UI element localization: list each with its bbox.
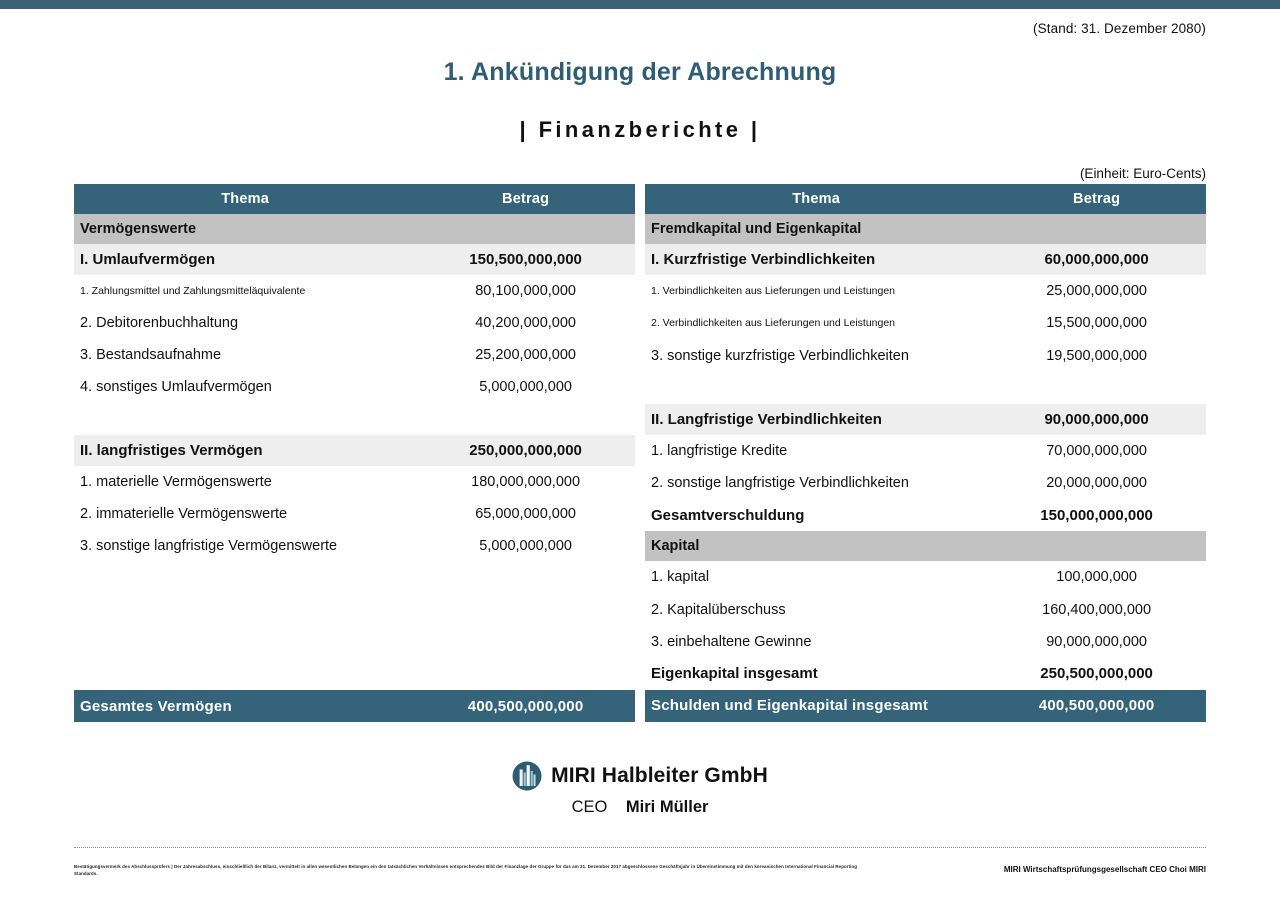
section-row (645, 531, 1206, 561)
assets-table-body (74, 214, 635, 722)
row-amount: 40,200,000,000 (416, 307, 635, 339)
table-row (74, 371, 635, 403)
row-amount (416, 658, 635, 690)
liabilities-equity-table (645, 184, 1206, 722)
row-amount: 400,500,000,000 (987, 690, 1206, 722)
grand-total-row (645, 690, 1206, 722)
row-amount: 5,000,000,000 (416, 371, 635, 403)
row-amount: 180,000,000,000 (416, 466, 635, 498)
grand-total-row (74, 690, 635, 722)
page-footer (74, 864, 1206, 877)
row-amount: 65,000,000,000 (416, 498, 635, 530)
row-label: 3. sonstige langfristige Vermögenswerte (74, 530, 416, 562)
row-amount: 80,100,000,000 (416, 275, 635, 307)
row-label: 3. Bestandsaufnahme (74, 339, 416, 371)
row-label: 3. einbehaltene Gewinne (645, 626, 987, 658)
row-amount: 150,500,000,000 (416, 244, 635, 275)
row-amount (416, 562, 635, 594)
table-row (74, 530, 635, 562)
section-row (74, 214, 635, 244)
row-label: 2. Debitorenbuchhaltung (74, 307, 416, 339)
row-amount: 60,000,000,000 (987, 244, 1206, 275)
row-label: Gesamtes Vermögen (74, 690, 416, 722)
section-row (645, 214, 1206, 244)
table-row (645, 561, 1206, 593)
row-amount: 20,000,000,000 (987, 467, 1206, 499)
row-label: Schulden und Eigenkapital insgesamt (645, 690, 987, 722)
table-row (645, 339, 1206, 371)
building-circle-icon (512, 761, 542, 791)
row-amount: 90,000,000,000 (987, 626, 1206, 658)
auditor-name: MIRI Wirtschaftsprüfungsgesellschaft CEO Choi MIRI (1003, 865, 1206, 874)
table-row (645, 593, 1206, 625)
audit-opinion-note: Bestätigungsvermerk des Abschlussprüfers | Der Jahresabschluss, einschließlich der Bilanz, vermittelt in allen wesentlichen Belangen ein den tatsächlichen Verhältnissen entsprechendes Bild der Finanzlage der Gruppe für das am 31. Dezember 2017 abgeschlossene Geschäftsjahr in Übereinstimmung mit den koreanischen International Financial Reporting Standards. (74, 864, 858, 876)
row-amount: 150,000,000,000 (987, 499, 1206, 531)
table-header-row (645, 184, 1206, 214)
row-label: 2. sonstige langfristige Verbindlichkeiten (645, 467, 987, 499)
row-label (74, 594, 416, 626)
table-row (645, 435, 1206, 467)
subtotal-row (645, 499, 1206, 531)
subtotal-row (645, 658, 1206, 690)
group-row (74, 244, 635, 275)
row-label: 2. Kapitalüberschuss (645, 593, 987, 625)
row-amount: 400,500,000,000 (416, 690, 635, 722)
row-label: 1. Zahlungsmittel und Zahlungsmitteläquivalente (74, 275, 416, 307)
page-subtitle: | Finanzberichte | (519, 117, 761, 142)
signature-block (0, 761, 1280, 817)
row-label: II. Langfristige Verbindlichkeiten (645, 404, 987, 435)
spacer-row (74, 626, 635, 658)
row-label (645, 372, 987, 404)
table-row (74, 339, 635, 371)
row-amount: 15,500,000,000 (987, 307, 1206, 339)
row-label: Vermögenswerte (74, 214, 416, 244)
column-header-betrag: Betrag (416, 184, 635, 214)
row-label: Eigenkapital insgesamt (645, 658, 987, 690)
row-label (74, 403, 416, 435)
row-label: 2. immaterielle Vermögenswerte (74, 498, 416, 530)
row-label (74, 658, 416, 690)
row-label: 3. sonstige kurzfristige Verbindlichkeiten (645, 339, 987, 371)
row-label: 2. Verbindlichkeiten aus Lieferungen und Leistungen (645, 307, 987, 339)
balance-sheet-tables (74, 184, 1206, 722)
row-label: 1. kapital (645, 561, 987, 593)
as-of-date: (Stand: 31. Dezember 2080) (1033, 21, 1206, 36)
spacer-row (74, 403, 635, 435)
page-title: 1. Ankündigung der Abrechnung (443, 58, 837, 86)
top-accent-bar (0, 0, 1280, 9)
signatory-line (0, 798, 1280, 817)
row-amount: 250,500,000,000 (987, 658, 1206, 690)
column-header-thema: Thema (74, 184, 416, 214)
row-amount (416, 594, 635, 626)
assets-table (74, 184, 635, 722)
row-label: 1. langfristige Kredite (645, 435, 987, 467)
row-amount (416, 403, 635, 435)
table-row (74, 275, 635, 307)
table-row (74, 307, 635, 339)
spacer-row (74, 594, 635, 626)
row-amount: 100,000,000 (987, 561, 1206, 593)
row-label: Fremdkapital und Eigenkapital (645, 214, 987, 244)
table-row (645, 307, 1206, 339)
row-amount: 250,000,000,000 (416, 435, 635, 466)
row-label: 4. sonstiges Umlaufvermögen (74, 371, 416, 403)
row-amount (416, 214, 635, 244)
row-label: I. Umlaufvermögen (74, 244, 416, 275)
row-amount: 90,000,000,000 (987, 404, 1206, 435)
liabilities-equity-table-body (645, 214, 1206, 722)
table-row (74, 466, 635, 498)
row-label (74, 562, 416, 594)
group-row (74, 435, 635, 466)
company-name: MIRI Halbleiter GmbH (551, 764, 768, 787)
table-row (645, 467, 1206, 499)
row-amount (987, 214, 1206, 244)
row-label: I. Kurzfristige Verbindlichkeiten (645, 244, 987, 275)
row-amount: 160,400,000,000 (987, 593, 1206, 625)
row-label: II. langfristiges Vermögen (74, 435, 416, 466)
footer-divider (74, 847, 1206, 848)
row-amount: 70,000,000,000 (987, 435, 1206, 467)
group-row (645, 404, 1206, 435)
row-amount: 25,000,000,000 (987, 275, 1206, 307)
row-label (74, 626, 416, 658)
row-label: Kapital (645, 531, 987, 561)
row-label: 1. materielle Vermögenswerte (74, 466, 416, 498)
row-amount: 5,000,000,000 (416, 530, 635, 562)
signatory-name: Miri Müller (625, 798, 709, 816)
row-amount: 19,500,000,000 (987, 339, 1206, 371)
column-header-betrag: Betrag (987, 184, 1206, 214)
spacer-row (74, 562, 635, 594)
row-amount (987, 531, 1206, 561)
report-page (0, 9, 1280, 905)
column-header-thema: Thema (645, 184, 987, 214)
row-amount: 25,200,000,000 (416, 339, 635, 371)
group-row (645, 244, 1206, 275)
row-amount (987, 372, 1206, 404)
row-label: 1. Verbindlichkeiten aus Lieferungen und Leistungen (645, 275, 987, 307)
company-line (0, 761, 1280, 791)
signatory-role: CEO (571, 798, 608, 816)
spacer-row (645, 372, 1206, 404)
table-row (645, 275, 1206, 307)
unit-note: (Einheit: Euro-Cents) (1079, 166, 1206, 181)
table-row (645, 626, 1206, 658)
row-amount (416, 626, 635, 658)
table-row (74, 498, 635, 530)
row-label: Gesamtverschuldung (645, 499, 987, 531)
spacer-row (74, 658, 635, 690)
table-header-row (74, 184, 635, 214)
